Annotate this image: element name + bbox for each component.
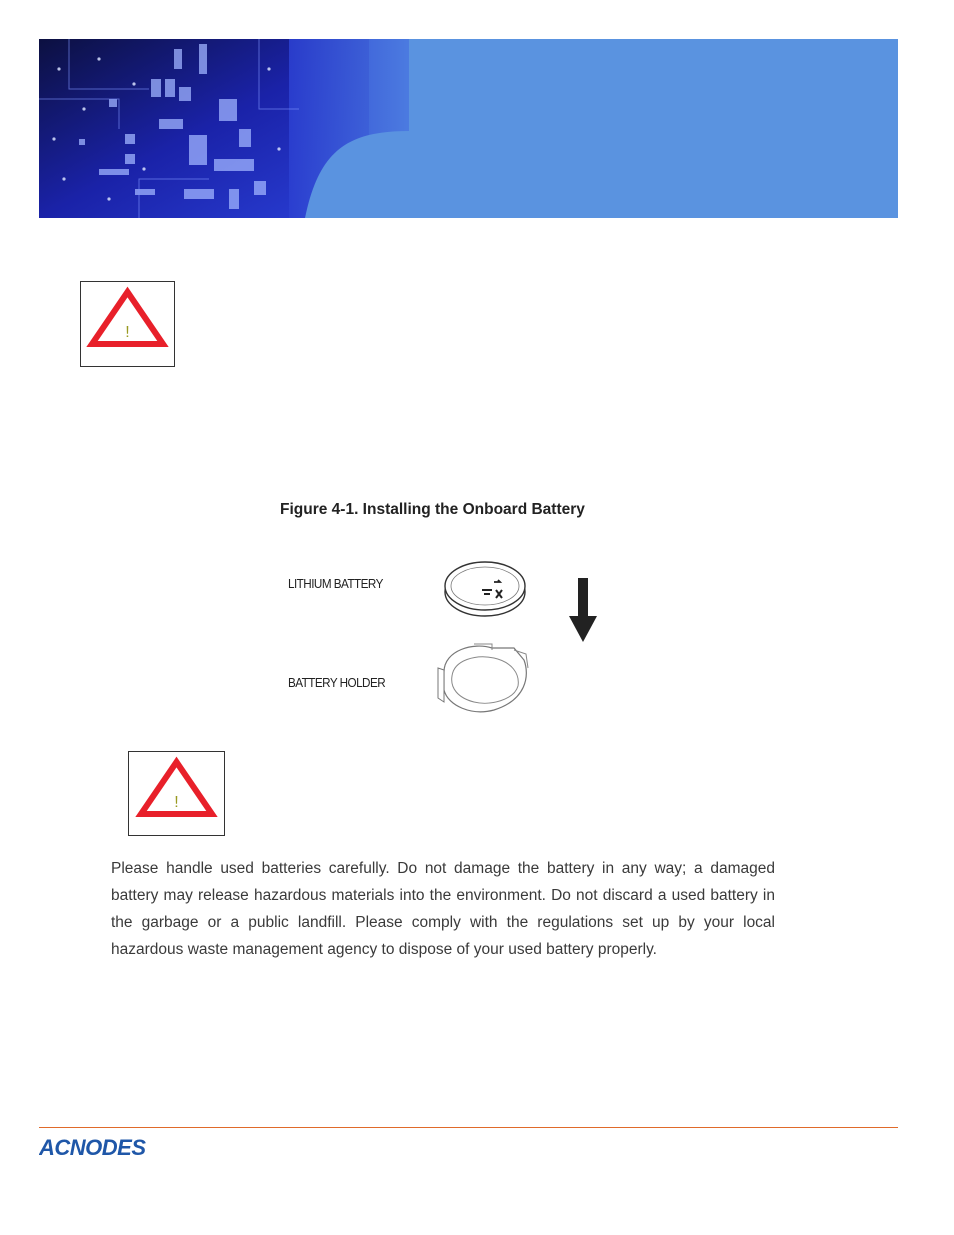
warning-triangle-icon (81, 282, 174, 366)
header-banner (39, 39, 898, 218)
figure-caption: Figure 4-1. Installing the Onboard Battery (280, 501, 585, 518)
lithium-battery-drawing (440, 560, 530, 620)
svg-text:!: ! (174, 794, 179, 811)
battery-disposal-paragraph: Please handle used batteries carefully. Do not damage the battery in any way; a damaged battery may release hazardous materials into the environment. Do not discard a used battery in the garbage or a public landfill. Please comply with the regulations set up by your local hazardous waste management agency to dispose of your used battery properly. (111, 860, 775, 958)
battery-holder-drawing (434, 640, 534, 720)
warning-box-1 (80, 281, 175, 367)
lithium-battery-label: LITHIUM BATTERY (288, 576, 383, 591)
arrow-down-icon (568, 578, 598, 644)
svg-text:ACNODES: ACNODES (39, 1135, 146, 1160)
acnodes-logo (39, 1134, 209, 1160)
svg-text:!: ! (125, 324, 130, 341)
warning-box-2 (128, 751, 225, 836)
footer-divider (39, 1127, 898, 1128)
battery-holder-label: BATTERY HOLDER (288, 675, 386, 690)
circuit-board-image (39, 39, 898, 218)
warning-triangle-icon (129, 752, 224, 835)
